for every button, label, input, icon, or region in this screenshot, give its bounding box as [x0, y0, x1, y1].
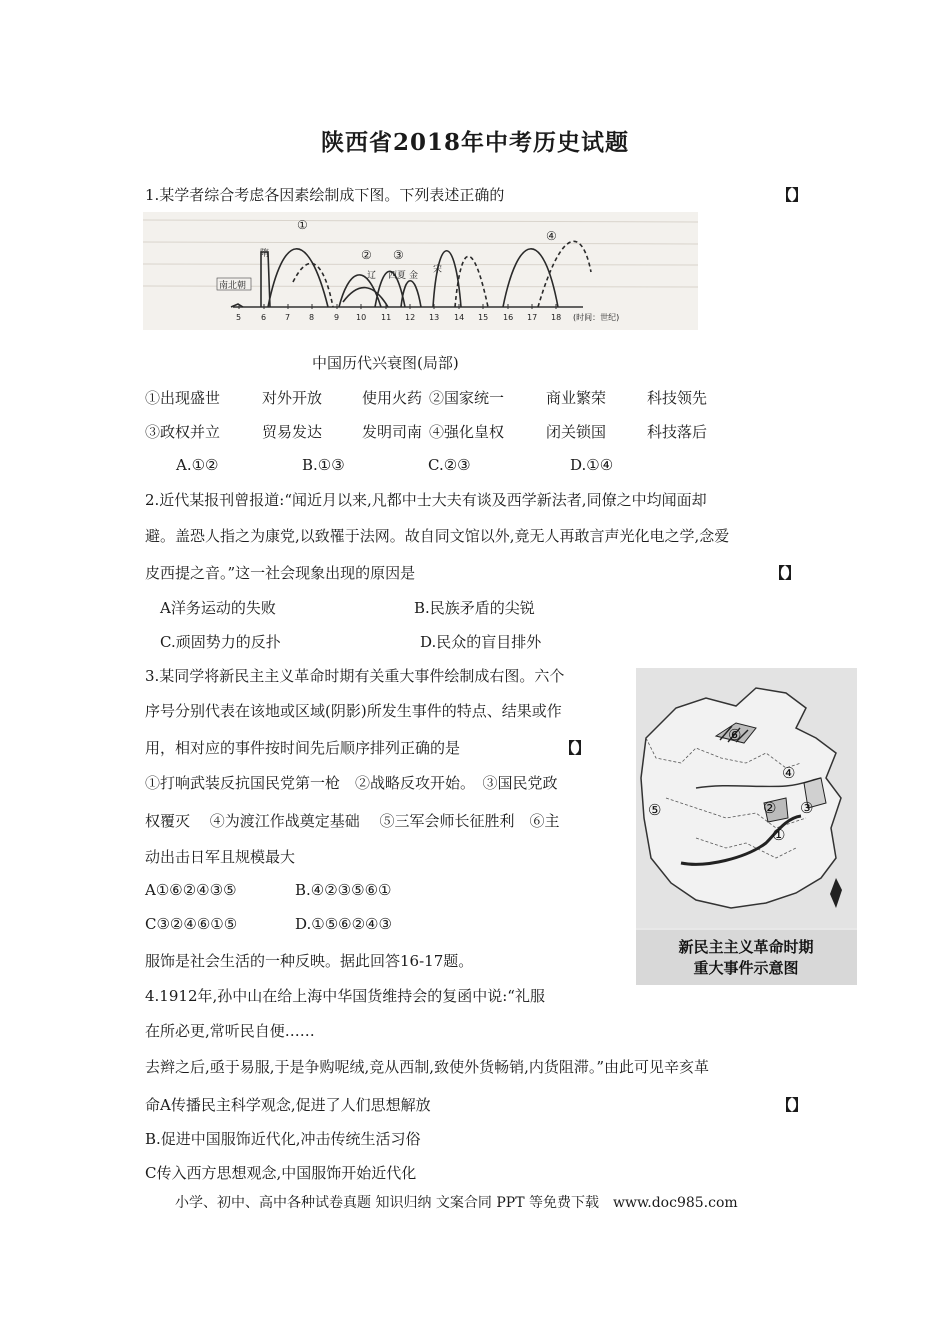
map-marker-2: ② [763, 799, 777, 817]
q2-line-1: 2.近代某报刊曾报道:“闻近月以来,凡都中士大夫有谈及西学新法者,同僚之中均闻面却 [145, 491, 707, 509]
q3-line-6: 动出击日军且规模最大 [145, 848, 296, 866]
q1-option-d[interactable]: D.①④ [570, 456, 614, 474]
tick-label: 18 [551, 313, 562, 322]
q1-statement: 商业繁荣 [546, 389, 607, 407]
q3-line-3: 用，相对应的事件按时间先后顺序排列正确的是 [145, 739, 461, 757]
tick-label: 11 [381, 313, 392, 322]
tick-label: 8 [309, 313, 315, 322]
page-title: 陕西省2018年中考历史试题 [320, 129, 629, 156]
q4-option-c[interactable]: C传入西方思想观念,中国服饰开始近代化 [145, 1164, 417, 1182]
q1-statement: 对外开放 [262, 389, 323, 407]
sui-label: 隋 [260, 249, 270, 259]
map-marker-5: ⑤ [648, 801, 662, 819]
q3-line-4: ①打响武装反抗国民党第一枪 ②战略反攻开始。 ③国民党政 [145, 774, 558, 792]
axis-unit-label: (时间：世纪) [573, 313, 620, 322]
song-label: 宋 [433, 265, 443, 275]
q3-line-2: 序号分别代表在该地或区域(阴影)所发生事件的特点、结果或作 [145, 702, 562, 720]
liao-label: 辽 [367, 271, 377, 281]
q1-statement: ②国家统一 [429, 389, 505, 407]
q1-option-b[interactable]: B.①③ [302, 456, 345, 474]
q4-option-a[interactable]: 命A传播民主科学观念,促进了人们思想解放 [145, 1096, 431, 1114]
chart-marker-2: ② [361, 248, 372, 262]
tick-label: 14 [454, 313, 465, 322]
q3-line-5: 权覆灭 ④为渡江作战奠定基础 ⑤三军会师长征胜利 ⑥主 [145, 812, 560, 830]
tick-label: 16 [503, 313, 514, 322]
q3-option-a[interactable]: A①⑥②④③⑤ [145, 881, 237, 899]
q4-line-2: 在所必更,常听民自便…… [145, 1022, 315, 1040]
nanbeichao-label: 南北朝 [219, 281, 247, 291]
q2-line-3: 皮西提之音。”这一社会现象出现的原因是 [145, 564, 416, 582]
q2-line-2: 避。盖恐人指之为康党,以致罹于法网。故自同文馆以外,竟无人再敢言声光化电之学,念爱 [145, 527, 730, 545]
q2-option-b[interactable]: B.民族矛盾的尖锐 [414, 599, 535, 617]
q1-statement: ③政权并立 [145, 423, 221, 441]
q4-option-b[interactable]: B.促进中国服饰近代化,冲击传统生活习俗 [145, 1130, 421, 1148]
china-map-graphic [636, 668, 857, 985]
q4-line-1: 4.1912年,孙中山在给上海中华国货维持会的复函中说:“礼服 [145, 987, 545, 1005]
chart-marker-1: ① [297, 218, 308, 232]
tick-label: 15 [478, 313, 489, 322]
map-caption-line-2: 重大事件示意图 [693, 959, 799, 977]
tick-label: 17 [527, 313, 538, 322]
q3-line-1: 3.某同学将新民主主义革命时期有关重大事件绘制成右图。六个 [145, 667, 565, 685]
q1-statement: 科技落后 [647, 423, 708, 441]
q2-answer-bracket: 【】 [770, 564, 801, 582]
tick-label: 9 [334, 313, 340, 322]
q3-answer-bracket: 【】 [560, 739, 591, 757]
q1-stem: 1.某学者综合考虑各因素绘制成下图。下列表述正确的 [145, 186, 505, 204]
q4-answer-bracket: 【】 [777, 1096, 808, 1114]
tick-label: 13 [429, 313, 440, 322]
figure-caption: 中国历代兴衰图(局部) [312, 354, 459, 372]
q1-option-a[interactable]: A.①② [176, 456, 219, 474]
revolution-map-figure [636, 668, 857, 985]
q1-statement: 发明司南 [362, 423, 423, 441]
q4-line-3: 去辫之后,亟于易服,于是争购呢绒,竞从西制,致使外货畅销,内货阻滞。”由此可见辛亥革 [145, 1058, 710, 1076]
q1-statement: ④强化皇权 [429, 423, 505, 441]
q1-statement: 贸易发达 [262, 423, 323, 441]
tick-label: 6 [261, 313, 267, 322]
section-intro-16-17: 服饰是社会生活的一种反映。据此回答16-17题。 [145, 952, 474, 970]
jin-label: 金 [409, 271, 419, 281]
q1-answer-bracket: 【】 [777, 186, 808, 204]
map-marker-3: ③ [800, 799, 814, 817]
chart-marker-3: ③ [393, 248, 404, 262]
q3-option-d[interactable]: D.①⑤⑥②④③ [295, 915, 392, 933]
q1-statement: 闭关锁国 [546, 423, 607, 441]
q3-option-b[interactable]: B.④②③⑤⑥① [295, 881, 392, 899]
q1-statement: 科技领先 [647, 389, 708, 407]
map-marker-4: ④ [782, 764, 796, 782]
dynasty-curve-graphic [143, 212, 698, 330]
footer-text: 小学、初中、高中各种试卷真题 知识归纳 文案合同 PPT 等免费下载 www.doc985.com [175, 1195, 738, 1211]
map-marker-1: ① [772, 826, 786, 844]
q1-statement: 使用火药 [362, 389, 423, 407]
q1-statement: ①出现盛世 [145, 389, 221, 407]
tick-label: 12 [405, 313, 416, 322]
q2-option-d[interactable]: D.民众的盲目排外 [420, 633, 542, 651]
dynasty-chart-figure [143, 212, 698, 330]
tick-label: 7 [285, 313, 291, 322]
xixia-label: 西夏 [388, 271, 407, 281]
tick-label: 5 [236, 313, 242, 322]
q2-option-a[interactable]: A洋务运动的失败 [160, 599, 276, 617]
q1-option-c[interactable]: C.②③ [428, 456, 471, 474]
tick-label: 10 [356, 313, 367, 322]
chart-marker-4: ④ [546, 229, 557, 243]
q3-option-c[interactable]: C③②④⑥①⑤ [145, 915, 238, 933]
map-marker-6: ⑥ [728, 726, 742, 744]
q2-option-c[interactable]: C.顽固势力的反扑 [160, 633, 281, 651]
map-caption-line-1: 新民主主义革命时期 [678, 938, 814, 956]
